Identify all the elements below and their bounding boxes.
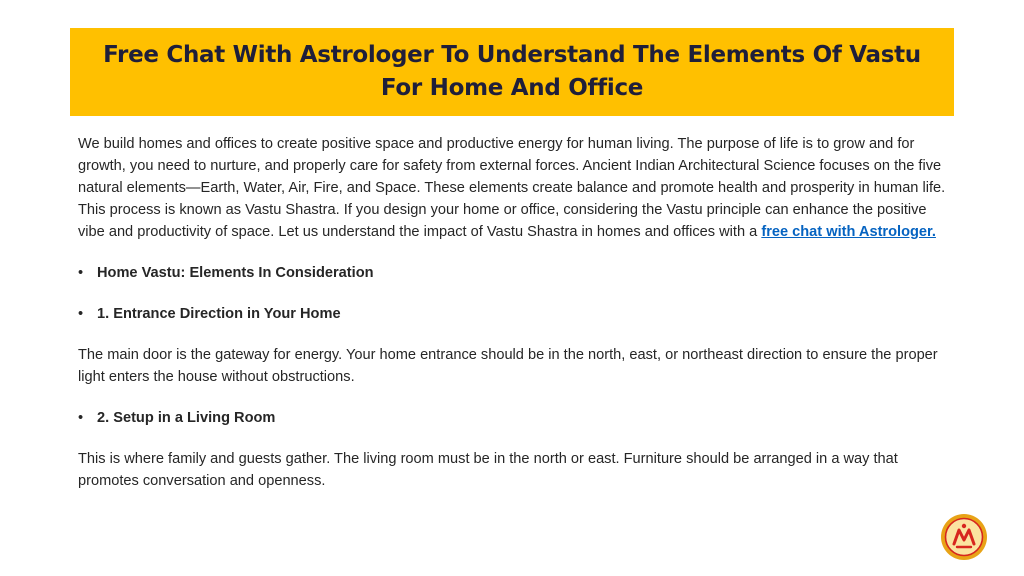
bullet-label: 2. Setup in a Living Room [97, 410, 276, 426]
bullet-marker: • [78, 306, 84, 322]
living-room-paragraph: This is where family and guests gather. The living room must be in the north or east. Furniture should be arranged in a way that promotes conversation and openness. [78, 451, 898, 489]
brand-logo-icon [940, 513, 988, 561]
intro-text: We build homes and offices to create positive space and productive energy for human living. The purpose of life is to grow and for growth, you need to nurture, and properly care for safety from external forces. Ancient Indian Architectural Science focuses on the five natural elements—Earth, Water, Air, Fire, and Space. These elements create balance and promote health and prosperity in human life. This process is known as Vastu Shastra. If you design your home or office, considering the Vastu principle can enhance the positive vibe and productivity of space. Let us understand the impact of Vastu Shastra in homes and offices with a [78, 136, 946, 240]
bullet-label: 1. Entrance Direction in Your Home [97, 306, 341, 322]
brand-logo-svg [940, 513, 988, 561]
logo-dot [962, 524, 966, 528]
bullet-home-vastu [78, 262, 948, 284]
entrance-paragraph: The main door is the gateway for energy. Your home entrance should be in the north, east, or northeast direction to ensure the proper light enters the house without obstructions. [78, 347, 938, 385]
title-band [70, 28, 954, 116]
bullet-label: Home Vastu: Elements In Consideration [97, 265, 374, 281]
bullet-marker: • [78, 265, 84, 281]
bullet-marker: • [78, 410, 84, 426]
intro-paragraph [78, 133, 948, 243]
free-chat-link[interactable]: free chat with Astrologer. [761, 224, 936, 240]
bullet-living-room [78, 407, 948, 429]
slide-content [78, 133, 948, 492]
bullet-entrance-direction [78, 303, 948, 325]
page-title: Free Chat With Astrologer To Understand The Elements Of Vastu For Home And Office [103, 42, 921, 101]
